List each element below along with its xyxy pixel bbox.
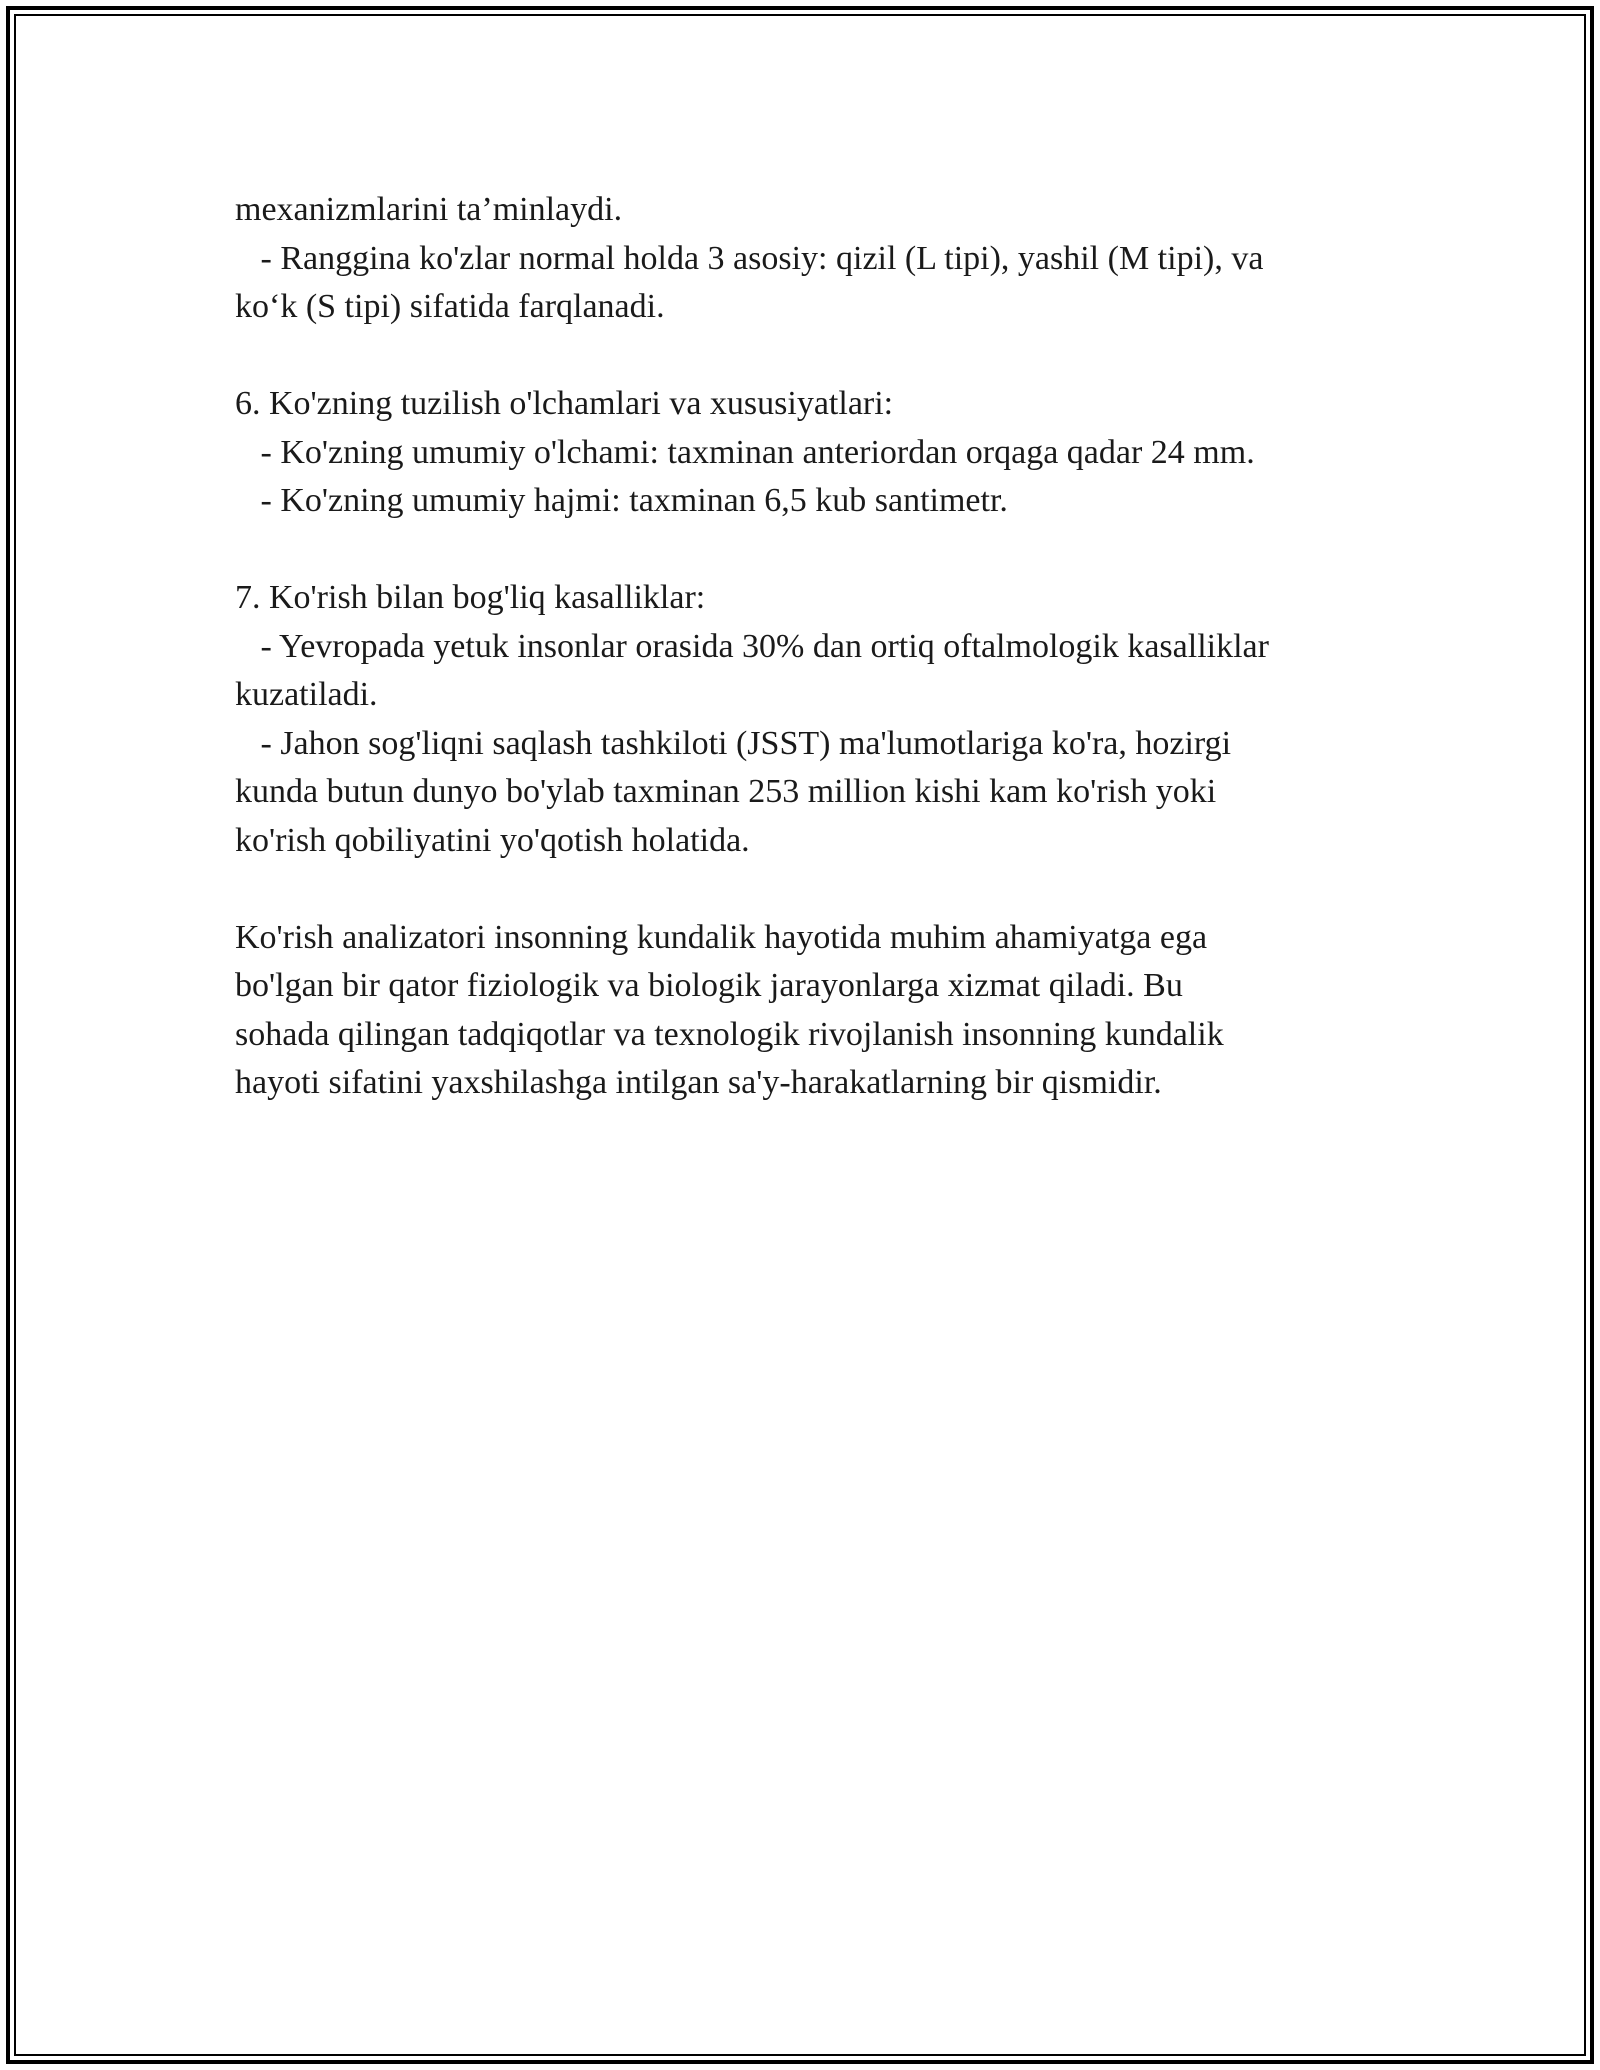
- text-line: - Ko'zning umumiy hajmi: taxminan 6,5 kub santimetr.: [235, 482, 1008, 519]
- paragraph-gap: [235, 332, 1385, 381]
- section-heading: 7. Ko'rish bilan bog'liq kasalliklar:: [235, 579, 706, 616]
- paragraph-gap: [235, 526, 1385, 575]
- paragraph-conclusion: [235, 914, 1385, 1108]
- document-body: [235, 186, 1385, 1108]
- text-line: ko'rish qobiliyatini yo'qotish holatida.: [235, 821, 750, 859]
- text-line: kuzatiladi.: [235, 676, 378, 713]
- text-line: kunda butun dunyo bo'ylab taxminan 253 million kishi kam ko'rish yoki: [235, 773, 1217, 810]
- section-6-eye-dimensions: [235, 380, 1385, 526]
- text-line: - Jahon sog'liqni saqlash tashkiloti (JSST) ma'lumotlariga ko'ra, hozirgi: [235, 724, 1232, 762]
- text-line: Ko'rish analizatori insonning kundalik hayotida muhim ahamiyatga ega: [235, 918, 1208, 956]
- text-line: bo'lgan bir qator fiziologik va biologik jarayonlarga xizmat qiladi. Bu: [235, 967, 1183, 1004]
- paragraph-color-vision: [235, 186, 1385, 332]
- text-line: mexanizmlarini ta’minlaydi.: [235, 191, 623, 228]
- text-line: - Yevropada yetuk insonlar orasida 30% dan ortiq oftalmologik kasalliklar: [235, 627, 1269, 665]
- paragraph-gap: [235, 865, 1385, 914]
- text-line: hayoti sifatini yaxshilashga intilgan sa'y-harakatlarning bir qismidir.: [235, 1064, 1162, 1101]
- text-line: sohada qilingan tadqiqotlar va texnologik rivojlanish insonning kundalik: [235, 1015, 1224, 1053]
- text-line: ko‘k (S tipi) sifatida farqlanadi.: [235, 288, 665, 325]
- text-line: - Ko'zning umumiy o'lchami: taxminan anteriordan orqaga qadar 24 mm.: [235, 433, 1255, 471]
- text-line: - Ranggina ko'zlar normal holda 3 asosiy: qizil (L tipi), yashil (M tipi), va: [235, 239, 1264, 277]
- section-heading: 6. Ko'zning tuzilish o'lchamlari va xususiyatlari:: [235, 385, 894, 422]
- section-7-vision-diseases: [235, 574, 1385, 865]
